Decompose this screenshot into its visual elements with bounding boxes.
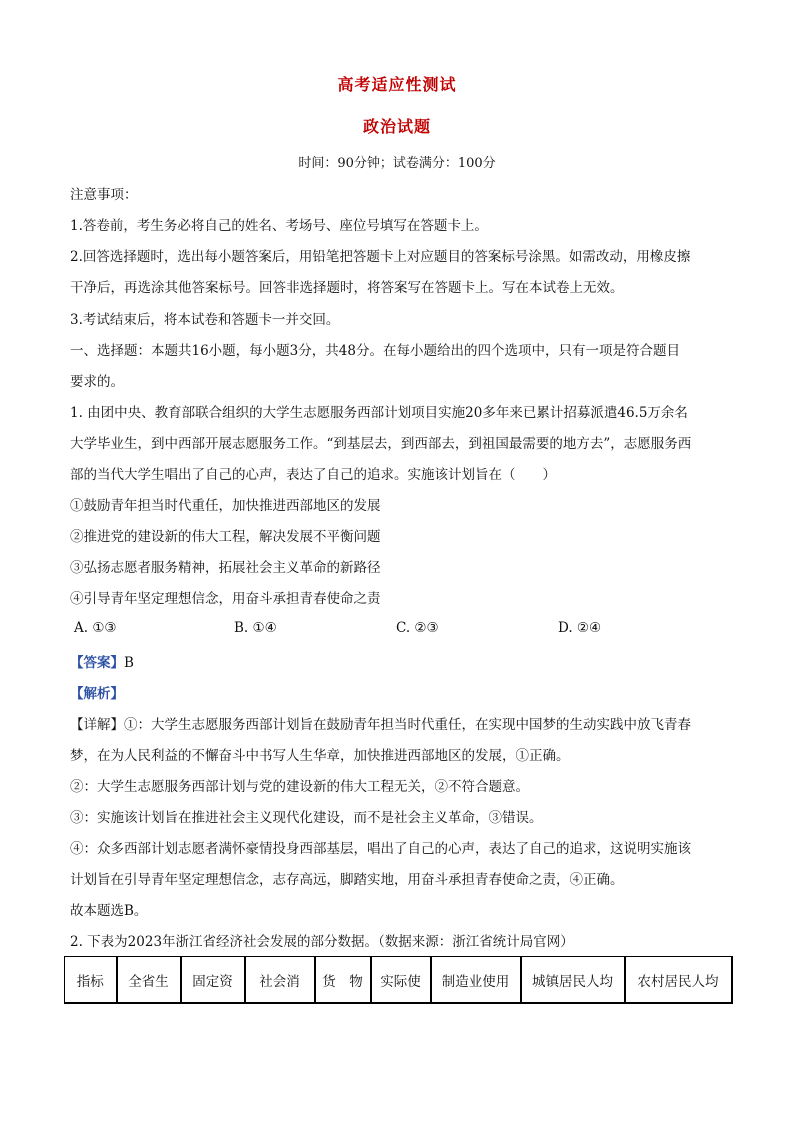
answer-tag: 【答案】	[70, 655, 124, 671]
q1-detail-text: 计划旨在引导青年坚定理想信念，志存高远，脚踏实地，用奋斗承担青春使命之责，④正确。	[70, 872, 624, 888]
q1-detail-line	[70, 713, 730, 733]
note-item: 2.回答选择题时，选出每小题答案后，用铅笔把答题卡上对应题目的答案标号涂黑。如需改动，用橡皮擦	[70, 249, 691, 265]
table-header-cell: 货 物	[315, 957, 371, 1004]
table-header-cell: 制造业使用	[431, 957, 521, 1004]
q1-option-c: C. ②③	[396, 620, 439, 636]
table-header-cell: 实际使	[371, 957, 431, 1004]
table-header-cell: 城镇居民人均	[521, 957, 625, 1004]
note-item: 3.考试结束后，将本试卷和答题卡一并交回。	[70, 312, 340, 328]
table-header-cell: 农村居民人均	[625, 957, 732, 1004]
q1-detail-text: ③：实施该计划旨在推进社会主义现代化建设，而不是社会主义革命，③错误。	[70, 810, 543, 826]
q1-statement: ①鼓励青年担当时代重任，加快推进西部地区的发展	[70, 498, 381, 514]
detail-tag: 【详解】	[70, 717, 124, 733]
analysis-tag: 【解析】	[70, 686, 124, 702]
exam-subject: 政治试题	[362, 117, 431, 136]
table-header-cell: 全省生	[117, 957, 181, 1004]
q2-stem: 2. 下表为2023年浙江省经济社会发展的部分数据。（数据来源：浙江省统计局官网）	[70, 934, 574, 950]
q1-detail-text: ②：大学生志愿服务西部计划与党的建设新的伟大工程无关，②不符合题意。	[70, 779, 529, 795]
q1-analysis-line	[70, 682, 730, 702]
table-header-row	[65, 957, 732, 1004]
q1-statement: ③弘扬志愿者服务精神，拓展社会主义革命的新路径	[70, 560, 381, 576]
notes-heading: 注意事项：	[70, 187, 138, 203]
section-heading-cont: 要求的。	[70, 374, 124, 390]
q1-option-d: D. ②④	[558, 620, 602, 636]
q1-stem: 部的当代大学生唱出了自己的心声，表达了自己的追求。实施该计划旨在（ ）	[70, 467, 556, 483]
q1-option-b: B. ①④	[234, 620, 277, 636]
note-item: 干净后，再选涂其他答案标号。回答非选择题时，将答案写在答题卡上。写在本试卷上无效。	[70, 280, 624, 296]
q1-detail-text: ④：众多西部计划志愿者满怀豪情投身西部基层，唱出了自己的心声，表达了自己的追求，这说明实施该	[70, 841, 691, 857]
q1-conclusion: 故本题选B。	[70, 903, 148, 919]
q1-statement: ②推进党的建设新的伟大工程，解决发展不平衡问题	[70, 529, 381, 545]
q2-data-table	[64, 956, 733, 1004]
table-header-cell: 社会消	[245, 957, 315, 1004]
detail-text: ①：大学生志愿服务西部计划旨在鼓励青年担当时代重任，在实现中国梦的生动实践中放飞青春	[124, 717, 691, 733]
answer-value: B	[124, 655, 134, 671]
note-item: 1.答卷前，考生务必将自己的姓名、考场号、座位号填写在答题卡上。	[70, 218, 488, 234]
table-header-cell: 指标	[65, 957, 117, 1004]
section-heading: 一、选择题：本题共16小题，每小题3分，共48分。在每小题给出的四个选项中，只有一项是符合题目	[70, 343, 680, 359]
q1-answer-line	[70, 651, 730, 671]
exam-title: 高考适应性测试	[337, 75, 457, 94]
q1-stem: 1. 由团中央、教育部联合组织的大学生志愿服务西部计划项目实施20多年来已累计招募派遣46.5万余名	[70, 405, 688, 421]
q1-stem: 大学毕业生，到中西部开展志愿服务工作。“到基层去，到西部去，到祖国最需要的地方去”，志愿服务西	[70, 436, 692, 452]
q1-statement: ④引导青年坚定理想信念，用奋斗承担青春使命之责	[70, 591, 381, 607]
q1-option-a: A. ①③	[74, 620, 117, 636]
q1-detail-text: 梦，在为人民利益的不懈奋斗中书写人生华章，加快推进西部地区的发展，①正确。	[70, 748, 570, 764]
exam-time-score: 时间：90分钟；试卷满分：100分	[298, 156, 496, 171]
table-header-cell: 固定资	[181, 957, 245, 1004]
